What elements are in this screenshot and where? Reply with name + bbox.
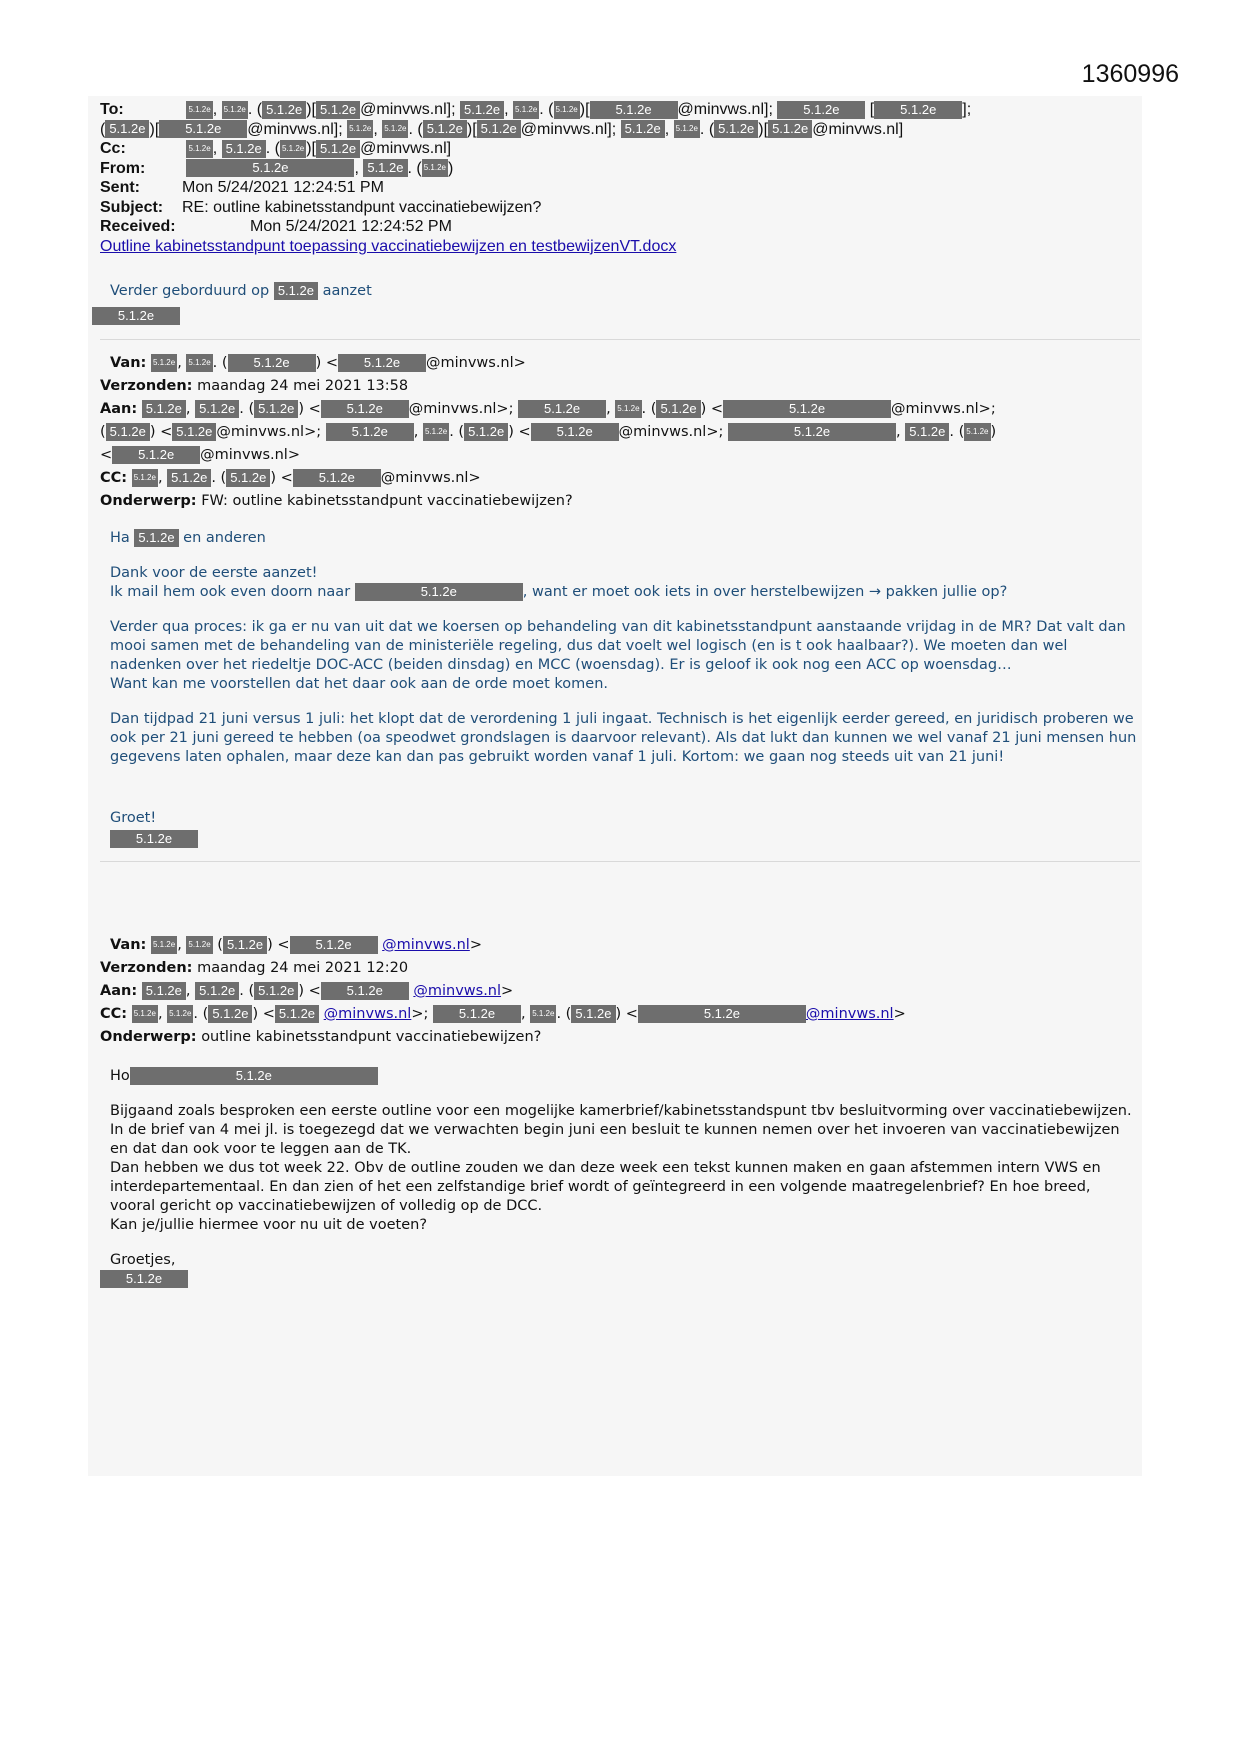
redaction: 5.1.2e bbox=[172, 423, 216, 441]
redaction: 5.1.2e bbox=[280, 140, 306, 158]
closing: Groet! bbox=[110, 810, 157, 826]
email-link[interactable]: @minvws.nl bbox=[323, 1006, 412, 1022]
redaction: 5.1.2e bbox=[433, 1005, 521, 1023]
email-suffix: @minvws.nl> bbox=[216, 424, 317, 440]
text: , want er moet ook iets in over herstelbewijzen → pakken jullie op? bbox=[522, 584, 1008, 600]
attachment-link[interactable]: Outline kabinetsstandpunt toepassing vaccinatiebewijzen en testbewijzenVT.docx bbox=[100, 237, 677, 255]
sent-value: Mon 5/24/2021 12:24:51 PM bbox=[182, 179, 384, 196]
redaction: 5.1.2e bbox=[905, 423, 949, 441]
cc-label: CC: bbox=[100, 1006, 128, 1022]
redaction: 5.1.2e bbox=[132, 469, 158, 487]
email-header bbox=[100, 100, 1140, 256]
redaction: 5.1.2e bbox=[326, 423, 414, 441]
separator bbox=[100, 339, 1140, 340]
onderwerp-label: Onderwerp: bbox=[100, 493, 197, 509]
redaction: 5.1.2e bbox=[615, 400, 641, 418]
redaction: 5.1.2e bbox=[186, 936, 212, 954]
redaction: 5.1.2e bbox=[151, 354, 177, 372]
paragraph: Dan tijdpad 21 juni versus 1 juli: het klopt dat de verordening 1 juli ingaat. Technisch is het eigenlijk eerder gereed, en juridisch proberen we ook per 21 juni gereed te hebben (oa speodwet grondslagen is daarvoor relevant). Als dat lukt dan kunnen we wel vanaf 21 juni mensen hun gegevens laten ophalen, maar deze kan dan pas gebruikt worden vanaf 1 juli. Kortom: we gaan nog steeds uit van 21 juni! bbox=[110, 711, 1137, 765]
paragraph: In de brief van 4 mei jl. is toegezegd dat we verwachten begin juni een besluit te kunnen nemen over het invoeren van vaccinatiebewijzen en dat dan ook voor te leggen aan de TK. bbox=[110, 1122, 1120, 1157]
redaction: 5.1.2e bbox=[530, 1005, 556, 1023]
from-label: From: bbox=[100, 159, 146, 177]
email-suffix: @minvws.nl]; bbox=[360, 101, 456, 118]
redaction: 5.1.2e bbox=[142, 400, 186, 418]
van-label: Van: bbox=[110, 937, 147, 953]
signature-redaction: 5.1.2e bbox=[100, 1270, 188, 1288]
redaction: 5.1.2e bbox=[728, 423, 896, 441]
redaction: 5.1.2e bbox=[422, 159, 448, 177]
paragraph: Dan hebben we dus tot week 22. Obv de outline zouden we dan deze week een tekst kunnen maken en gaan afstemmen intern VWS en interdepartementaal. En dan zien of het een zelfstandige brief wordt of geïntegreerd in een volgende maatregelenbrief? En hoe breed, vooral gericht op vaccinatiebewijzen of volledig op de DCC. bbox=[110, 1160, 1101, 1214]
received-value: Mon 5/24/2021 12:24:52 PM bbox=[250, 218, 452, 235]
verzonden-value: maandag 24 mei 2021 13:58 bbox=[197, 378, 409, 394]
paragraph: Verder qua proces: ik ga er nu van uit dat we koersen op behandeling van dit kabinetsstandpunt aanstaande vrijdag in de MR? Dat valt dan mooi samen met de behandeling van de ministeriële regeling, dus dat voelt wel logisch (en is t ook haalbaar?). We moeten dan wel nadenken over het riedeltje DOC-ACC (beiden dinsdag) en MCC (woensdag). Er is geloof ik ook nog een ACC op woensdag… bbox=[110, 619, 1126, 673]
email-suffix: @minvws.nl]; bbox=[677, 101, 773, 118]
received-line bbox=[100, 217, 1140, 237]
redaction: 5.1.2e bbox=[321, 982, 409, 1000]
redaction: 5.1.2e bbox=[382, 120, 408, 138]
verzonden-value: maandag 24 mei 2021 12:20 bbox=[197, 960, 409, 976]
redaction: 5.1.2e bbox=[167, 469, 211, 487]
verzonden-label: Verzonden: bbox=[100, 378, 193, 394]
redaction: 5.1.2e bbox=[275, 1005, 319, 1023]
greeting: Ha bbox=[110, 530, 130, 546]
redaction: 5.1.2e bbox=[590, 101, 678, 119]
van-label: Van: bbox=[110, 355, 147, 371]
redaction: 5.1.2e bbox=[222, 140, 266, 158]
email-suffix: @minvws.nl]; bbox=[520, 120, 617, 138]
redaction: 5.1.2e bbox=[674, 120, 700, 138]
cc-label: CC: bbox=[100, 470, 128, 486]
redaction: 5.1.2e bbox=[964, 423, 990, 441]
redaction: 5.1.2e bbox=[167, 1005, 193, 1023]
redaction: 5.1.2e bbox=[638, 1005, 806, 1023]
redaction: 5.1.2e bbox=[132, 1005, 158, 1023]
redaction: 5.1.2e bbox=[874, 101, 962, 119]
cc-label: Cc: bbox=[100, 140, 126, 157]
document-number: 1360996 bbox=[1081, 60, 1179, 88]
redaction: 5.1.2e bbox=[338, 354, 426, 372]
aan-label: Aan: bbox=[100, 983, 138, 999]
redaction: 5.1.2e bbox=[355, 583, 523, 601]
aan-label: Aan: bbox=[100, 401, 138, 417]
to-line-continued: ( 5.1.2e )[ 5.1.2e @minvws.nl]; 5.1.2e , 5.1.2e . ( 5.1.2e )[ 5.1.2e @minvws.nl]; 5.1.2e , 5.1.2e . ( 5.1.2e )[ 5.1.2e @minvws.nl] bbox=[100, 120, 904, 138]
email-suffix: @minvws.nl> bbox=[408, 401, 509, 417]
redaction: 5.1.2e bbox=[316, 101, 360, 119]
separator bbox=[100, 861, 1140, 862]
forwarded-message-2 bbox=[100, 934, 1140, 1289]
redaction: 5.1.2e bbox=[223, 936, 267, 954]
onderwerp-value: FW: outline kabinetsstandpunt vaccinatiebewijzen? bbox=[201, 493, 573, 509]
redaction: 5.1.2e bbox=[186, 140, 212, 158]
redaction: 5.1.2e bbox=[254, 400, 298, 418]
paragraph: Kan je/jullie hiermee voor nu uit de voeten? bbox=[110, 1217, 428, 1233]
subject-line bbox=[100, 198, 1140, 218]
redaction: 5.1.2e bbox=[571, 1005, 615, 1023]
redaction: 5.1.2e bbox=[518, 400, 606, 418]
from-line: From: 5.1.2e , 5.1.2e . ( 5.1.2e ) bbox=[100, 159, 454, 177]
email-suffix: @minvws.nl> bbox=[425, 355, 526, 371]
redaction: 5.1.2e bbox=[777, 101, 865, 119]
message-body bbox=[100, 1067, 1140, 1289]
to-line: To: 5.1.2e , 5.1.2e . ( 5.1.2e )[ 5.1.2e @minvws.nl]; 5.1.2e , 5.1.2e . ( 5.1.2e )[ 5.1.2e @minvws.nl]; 5.1.2e [ 5.1.2e ]; bbox=[100, 101, 972, 118]
email-suffix: @minvws.nl] bbox=[812, 120, 904, 138]
redaction: 5.1.2e bbox=[254, 982, 298, 1000]
paragraph: Dank voor de eerste aanzet! bbox=[110, 565, 318, 581]
redaction: 5.1.2e bbox=[105, 120, 149, 138]
onderwerp-label: Onderwerp: bbox=[100, 1029, 197, 1045]
redaction: 5.1.2e bbox=[186, 101, 212, 119]
redaction: 5.1.2e bbox=[513, 101, 539, 119]
redaction: 5.1.2e bbox=[106, 423, 150, 441]
message-meta: Van: 5.1.2e , 5.1.2e ( 5.1.2e ) < 5.1.2e @minvws.nl> Verzonden: maandag 24 mei 2021 12:20 Aan: 5.1.2e , 5.1.2e . ( 5.1.2e ) < 5.1.2e @minvws.nl> CC: 5.1.2e , 5.1.2e . ( 5.1.2e ) < 5.1.2e @minvws.nl>; 5.1.2e , 5.1.2e . ( 5.1.2e ) < 5.1.2e @minvws.nl> Onderwerp: outline kabinetsstandpunt vaccinatiebewijzen? bbox=[100, 937, 906, 1045]
redaction: 5.1.2e bbox=[531, 423, 619, 441]
subject-label: Subject: bbox=[100, 198, 164, 216]
email-link[interactable]: @minvws.nl bbox=[413, 983, 502, 999]
paragraph: Want kan me voorstellen dat het daar ook aan de orde moet komen. bbox=[110, 676, 608, 692]
redaction: 5.1.2e bbox=[151, 936, 177, 954]
redaction: 5.1.2e bbox=[186, 354, 212, 372]
redaction: 5.1.2e bbox=[195, 982, 239, 1000]
signature-redaction: 5.1.2e bbox=[110, 830, 198, 848]
redaction: 5.1.2e bbox=[363, 159, 407, 177]
email-link[interactable]: @minvws.nl bbox=[382, 937, 470, 953]
redaction: 5.1.2e bbox=[723, 400, 891, 418]
redaction: 5.1.2e bbox=[768, 120, 812, 138]
text: Ik mail hem ook even doorn naar bbox=[110, 584, 351, 600]
forwarded-message-1 bbox=[100, 352, 1140, 868]
cc-line: Cc: 5.1.2e , 5.1.2e . ( 5.1.2e )[ 5.1.2e @minvws.nl] bbox=[100, 140, 452, 157]
redaction: 5.1.2e bbox=[321, 400, 409, 418]
greeting: Ho bbox=[110, 1068, 130, 1084]
greeting-rest: en anderen bbox=[183, 530, 266, 546]
email-suffix: @minvws.nl> bbox=[618, 424, 719, 440]
email-suffix: @minvws.nl]; bbox=[247, 120, 343, 138]
redaction: 5.1.2e bbox=[134, 529, 178, 547]
email-link[interactable]: @minvws.nl bbox=[805, 1006, 894, 1022]
signature-redaction: 5.1.2e bbox=[92, 307, 180, 325]
reply-text: Verder geborduurd op 5.1.2e aanzet bbox=[110, 283, 372, 299]
redaction: 5.1.2e bbox=[554, 101, 580, 119]
redaction: 5.1.2e bbox=[226, 469, 270, 487]
redaction: 5.1.2e bbox=[714, 120, 758, 138]
onderwerp-value: outline kabinetsstandpunt vaccinatiebewijzen? bbox=[201, 1029, 542, 1045]
redaction: 5.1.2e bbox=[656, 400, 700, 418]
redaction: 5.1.2e bbox=[477, 120, 521, 138]
sent-label: Sent: bbox=[100, 179, 140, 196]
redaction: 5.1.2e bbox=[195, 400, 239, 418]
closing: Groetjes, bbox=[110, 1252, 176, 1268]
email-suffix: @minvws.nl] bbox=[360, 140, 452, 157]
redaction: 5.1.2e bbox=[316, 140, 360, 158]
redaction: 5.1.2e bbox=[290, 936, 378, 954]
redaction: 5.1.2e bbox=[262, 101, 306, 119]
paragraph: Bijgaand zoals besproken een eerste outline voor een mogelijke kamerbrief/kabinetsstandspunt tbv besluitvorming over vaccinatiebewijzen. bbox=[110, 1103, 1132, 1119]
email-suffix: @minvws.nl> bbox=[380, 470, 481, 486]
to-label: To: bbox=[100, 101, 124, 118]
email-suffix: @minvws.nl> bbox=[891, 401, 991, 417]
redaction: 5.1.2e bbox=[228, 354, 316, 372]
reply-body bbox=[100, 282, 1140, 346]
redaction: 5.1.2e bbox=[464, 423, 508, 441]
redaction: 5.1.2e bbox=[293, 469, 381, 487]
redaction: 5.1.2e bbox=[159, 120, 247, 138]
redaction: 5.1.2e bbox=[460, 101, 504, 119]
message-body bbox=[100, 529, 1140, 849]
redaction: 5.1.2e bbox=[208, 1005, 252, 1023]
redaction: 5.1.2e bbox=[112, 446, 200, 464]
redaction: 5.1.2e bbox=[142, 982, 186, 1000]
redaction: 5.1.2e bbox=[347, 120, 373, 138]
redaction: 5.1.2e bbox=[186, 159, 354, 177]
message-meta: Van: 5.1.2e , 5.1.2e . ( 5.1.2e ) < 5.1.2e @minvws.nl> Verzonden: maandag 24 mei 2021 13:58 Aan: 5.1.2e , 5.1.2e . ( 5.1.2e ) < 5.1.2e @minvws.nl>; 5.1.2e , 5.1.2e . ( 5.1.2e ) < 5.1.2e @minvws.nl>; ( 5.1.2e ) < 5.1.2e @minvws.nl>; 5.1.2e , 5.1.2e . ( 5.1.2e ) < 5.1.2e @minvws.nl>; 5.1.2e , 5.1.2e . ( 5.1.2e ) < 5.1.2e @minvws.nl> CC: 5.1.2e , 5.1.2e . ( 5.1.2e ) < 5.1.2e @minvws.nl> Onderwerp: FW: outline kabinetsstandpunt vaccinatiebewijzen? bbox=[100, 355, 997, 509]
redaction: 5.1.2e bbox=[274, 282, 318, 300]
verzonden-label: Verzonden: bbox=[100, 960, 193, 976]
redaction: 5.1.2e bbox=[130, 1067, 378, 1085]
redaction: 5.1.2e bbox=[423, 423, 449, 441]
received-label: Received: bbox=[100, 218, 176, 235]
redaction: 5.1.2e bbox=[621, 120, 665, 138]
redaction: 5.1.2e bbox=[423, 120, 467, 138]
sent-line bbox=[100, 178, 1140, 198]
subject-value: RE: outline kabinetsstandpunt vaccinatiebewijzen? bbox=[182, 198, 542, 216]
email-suffix: @minvws.nl> bbox=[200, 447, 300, 463]
redaction: 5.1.2e bbox=[222, 101, 248, 119]
